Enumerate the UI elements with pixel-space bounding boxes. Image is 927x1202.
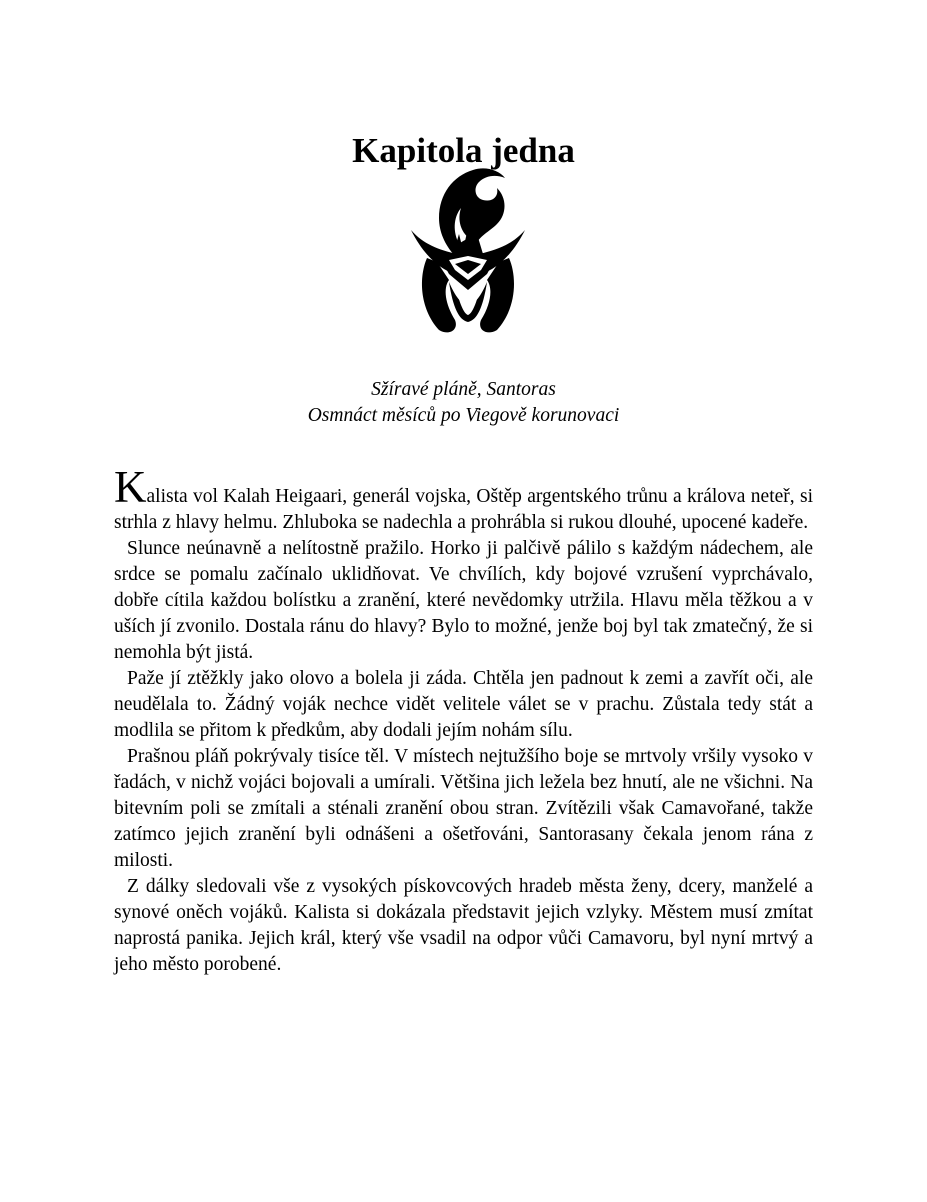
paragraph-2: Slunce neúnavně a nelítostně pražilo. Horko ji palčivě pálilo s každým nádechem, ale srdce se pomalu začínalo uklidňovat. Ve chvílích, kdy bojové vzrušení vyprchávalo, dobře cítila každou bolístku a zranění, které nevědomky utržila. Hlavu měla těžkou a v uších jí zvonilo. Dostala ránu do hlavy? Bylo to možné, jenže boj byl tak zmatečný, že si nemohla být jistá. xyxy=(114,538,813,663)
location-line-place: Sžíravé pláně, Santoras xyxy=(371,379,556,400)
drop-cap: K xyxy=(114,462,147,512)
location-heading xyxy=(0,377,927,429)
chapter-body xyxy=(114,462,813,978)
paragraph-3: Paže jí ztěžkly jako olovo a bolela ji záda. Chtěla jen padnout k zemi a zavřít oči, ale neudělala to. Žádný voják nechce vidět velitele válet se v prachu. Zůstala tedy stát a modlila se přitom k předkům, aby dodali jejím nohám sílu. xyxy=(114,668,813,741)
paragraph-1-text: alista vol Kalah Heigaari, generál vojska, Oštěp argentského trůnu a králova neteř, si strhla z hlavy helmu. Zhluboka se nadechla a prohrábla si rukou dlouhé, upocené kadeře. xyxy=(114,486,813,533)
paragraph-4: Prašnou pláň pokrývaly tisíce těl. V místech nejtužšího boje se mrtvoly vršily vysoko v řadách, v nichž vojáci bojovali a umírali. Většina jich ležela bez hnutí, ale ne všichni. Na bitevním poli se zmítali a sténali zranění obou stran. Zvítězili však Camavořané, takže zatímco jejich zranění byli odnášeni a ošetřováni, Santorasany čekala jenom rána z milosti. xyxy=(114,746,813,871)
chapter-title: Kapitola jedna xyxy=(352,131,575,171)
paragraph-5: Z dálky sledovali vše z vysokých pískovcových hradeb města ženy, dcery, manželé a synové oněch vojáků. Kalista si dokázala představit jejich vzlyky. Městem musí zmítat naprostá panika. Jejich král, který vše vsadil na odpor vůči Camavoru, byl nyní mrtvý a jeho město porobené. xyxy=(114,876,813,975)
camavor-emblem-icon xyxy=(409,158,527,338)
paragraph-1 xyxy=(114,462,813,536)
location-line-time: Osmnáct měsíců po Viegově korunovaci xyxy=(307,405,620,426)
